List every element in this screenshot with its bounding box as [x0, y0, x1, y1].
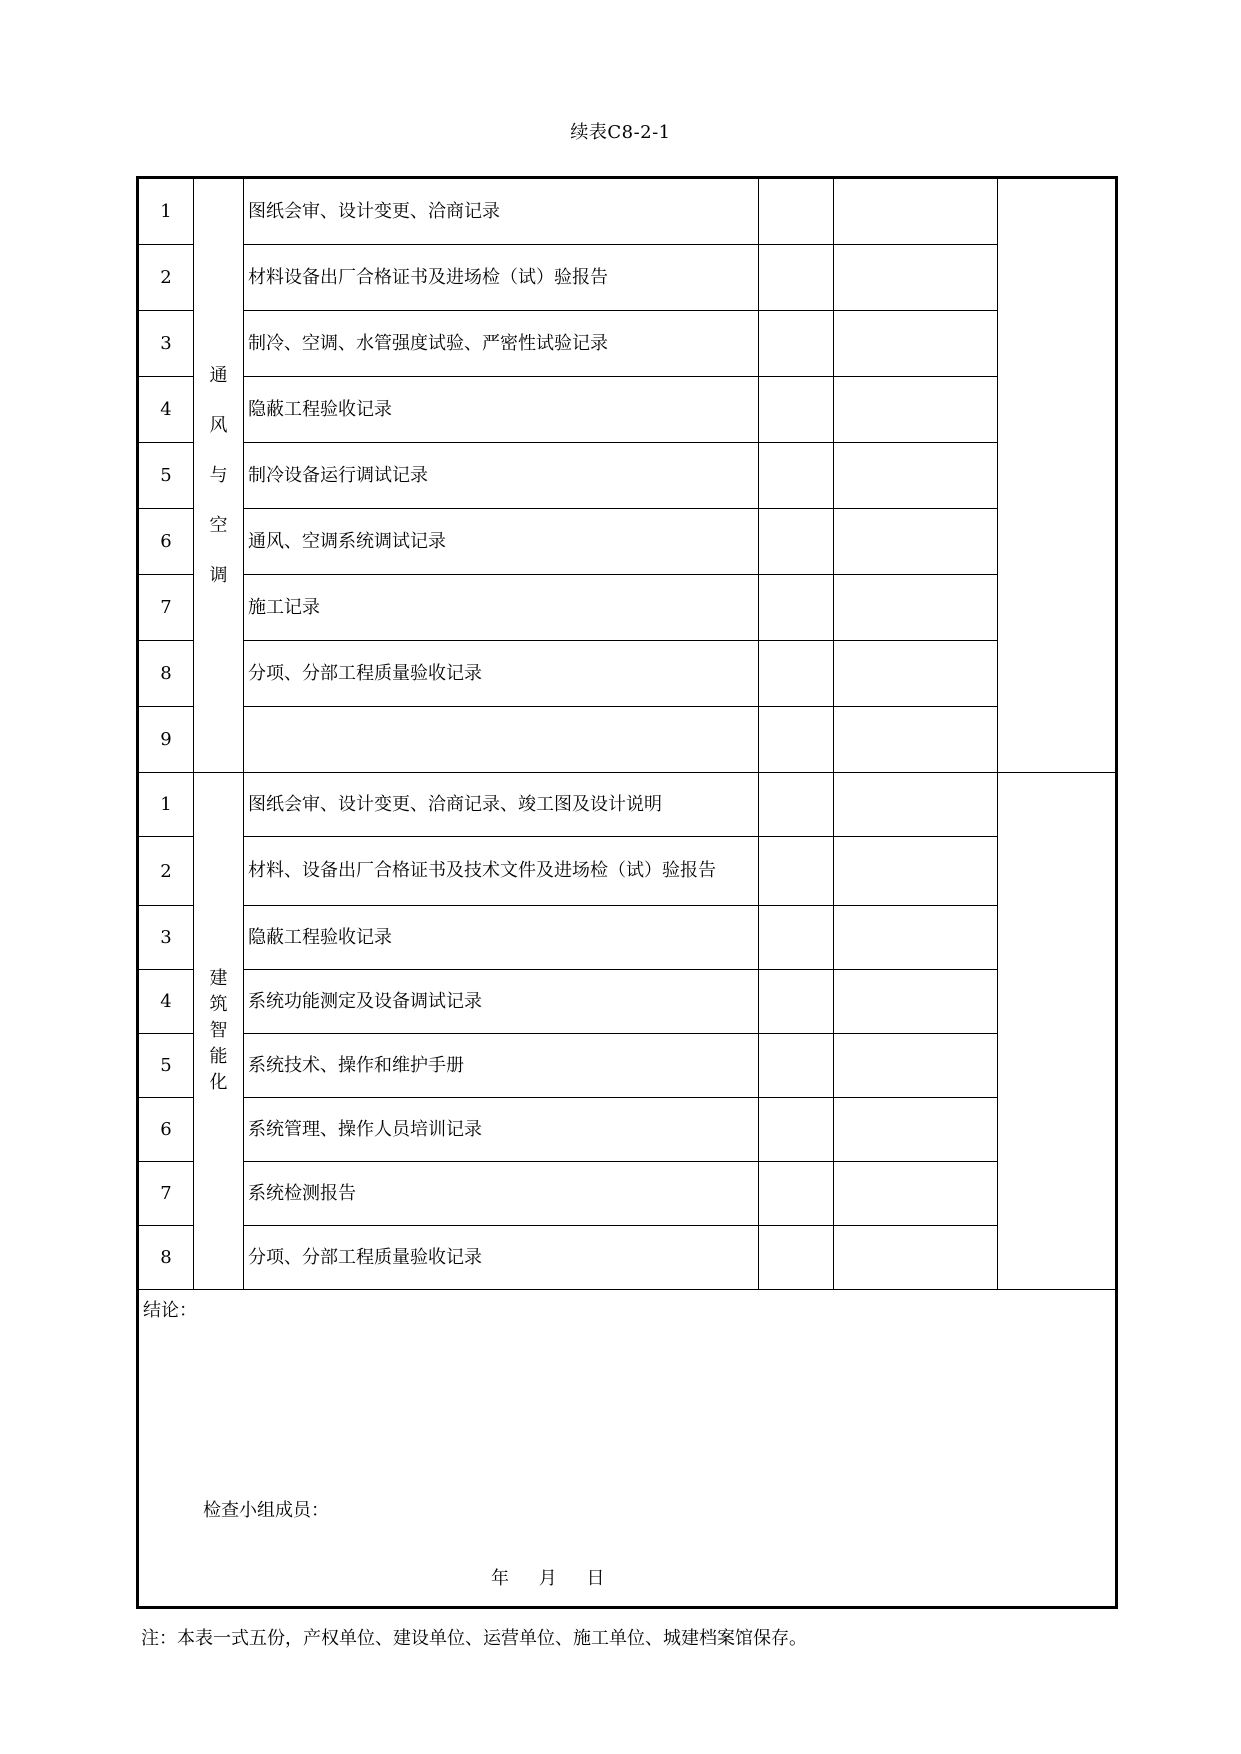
blank-cell-b[interactable]: [834, 178, 998, 245]
row-number: 2: [138, 837, 194, 906]
item-description: 制冷、空调、水管强度试验、严密性试验记录: [244, 311, 759, 377]
document-title: 续表C8-2-1: [570, 122, 671, 143]
row-number: 7: [138, 1162, 194, 1226]
table-row: [138, 1226, 1117, 1290]
blank-cell-b[interactable]: [834, 773, 998, 837]
category-char: 空: [209, 514, 228, 536]
row-number: 6: [138, 509, 194, 575]
item-description: 分项、分部工程质量验收记录: [244, 1226, 759, 1290]
section-remarks-cell[interactable]: [998, 178, 1117, 773]
blank-cell-a[interactable]: [759, 311, 834, 377]
item-description: 材料设备出厂合格证书及进场检（试）验报告: [244, 245, 759, 311]
row-number: 7: [138, 575, 194, 641]
row-number: 1: [138, 773, 194, 837]
blank-cell-b[interactable]: [834, 575, 998, 641]
item-description: 系统管理、操作人员培训记录: [244, 1098, 759, 1162]
item-description: 制冷设备运行调试记录: [244, 443, 759, 509]
row-number: 3: [138, 906, 194, 970]
item-description: 隐蔽工程验收记录: [244, 906, 759, 970]
item-description: 系统功能测定及设备调试记录: [244, 970, 759, 1034]
item-description: 施工记录: [244, 575, 759, 641]
blank-cell-a[interactable]: [759, 906, 834, 970]
item-description: 图纸会审、设计变更、洽商记录: [244, 178, 759, 245]
table-row: [138, 178, 1117, 245]
checklist-table: [136, 176, 1118, 1609]
blank-cell-a[interactable]: [759, 837, 834, 906]
date-day-label: 日: [586, 1568, 605, 1589]
category-char: 与: [209, 464, 228, 486]
table-row: [138, 575, 1117, 641]
table-row: [138, 443, 1117, 509]
item-description: 图纸会审、设计变更、洽商记录、竣工图及设计说明: [244, 773, 759, 837]
blank-cell-a[interactable]: [759, 970, 834, 1034]
table-row: [138, 837, 1117, 906]
checklist-table-body: [138, 178, 1117, 1608]
table-row: [138, 707, 1117, 773]
table-row: [138, 906, 1117, 970]
item-description: 系统技术、操作和维护手册: [244, 1034, 759, 1098]
blank-cell-a[interactable]: [759, 377, 834, 443]
inspection-members-label: 检查小组成员：: [203, 1500, 329, 1521]
blank-cell-a[interactable]: [759, 443, 834, 509]
blank-cell-b[interactable]: [834, 641, 998, 707]
blank-cell-b[interactable]: [834, 837, 998, 906]
blank-cell-b[interactable]: [834, 1226, 998, 1290]
blank-cell-b[interactable]: [834, 970, 998, 1034]
blank-cell-a[interactable]: [759, 178, 834, 245]
row-number: 3: [138, 311, 194, 377]
footnote: 注：本表一式五份，产权单位、建设单位、运营单位、施工单位、城建档案馆保存。: [141, 1628, 807, 1649]
table-row: [138, 311, 1117, 377]
table-row: [138, 245, 1117, 311]
item-description: 通风、空调系统调试记录: [244, 509, 759, 575]
item-description: 隐蔽工程验收记录: [244, 377, 759, 443]
blank-cell-b[interactable]: [834, 1098, 998, 1162]
table-row: [138, 1162, 1117, 1226]
date-month-label: 月: [538, 1568, 557, 1589]
row-number: 6: [138, 1098, 194, 1162]
blank-cell-b[interactable]: [834, 1034, 998, 1098]
table-row: [138, 1034, 1117, 1098]
category-char: 通: [209, 364, 228, 386]
category-building-intelligence: [194, 773, 244, 1290]
table-row: [138, 1098, 1117, 1162]
blank-cell-a[interactable]: [759, 1034, 834, 1098]
blank-cell-b[interactable]: [834, 1162, 998, 1226]
row-number: 4: [138, 377, 194, 443]
blank-cell-a[interactable]: [759, 1162, 834, 1226]
table-row: [138, 509, 1117, 575]
category-char: 化: [209, 1072, 228, 1093]
blank-cell-a[interactable]: [759, 773, 834, 837]
conclusion-label: 结论：: [143, 1300, 197, 1321]
conclusion-row: [138, 1290, 1117, 1608]
row-number: 8: [138, 641, 194, 707]
item-description: [244, 707, 759, 773]
blank-cell-b[interactable]: [834, 245, 998, 311]
blank-cell-a[interactable]: [759, 1098, 834, 1162]
blank-cell-a[interactable]: [759, 707, 834, 773]
category-char: 建: [209, 968, 228, 989]
row-number: 2: [138, 245, 194, 311]
section-remarks-cell[interactable]: [998, 773, 1117, 1290]
row-number: 5: [138, 1034, 194, 1098]
table-row: [138, 377, 1117, 443]
table-row: [138, 970, 1117, 1034]
row-number: 8: [138, 1226, 194, 1290]
row-number: 4: [138, 970, 194, 1034]
category-char: 智: [209, 1020, 228, 1041]
category-char: 调: [209, 564, 228, 586]
blank-cell-a[interactable]: [759, 641, 834, 707]
blank-cell-a[interactable]: [759, 575, 834, 641]
blank-cell-b[interactable]: [834, 707, 998, 773]
signature-date: [491, 1564, 628, 1590]
conclusion-cell: [138, 1290, 1117, 1608]
blank-cell-a[interactable]: [759, 1226, 834, 1290]
item-description: 材料、设备出厂合格证书及技术文件及进场检（试）验报告: [244, 837, 759, 906]
blank-cell-b[interactable]: [834, 377, 998, 443]
category-hvac: [194, 178, 244, 773]
blank-cell-b[interactable]: [834, 906, 998, 970]
blank-cell-b[interactable]: [834, 311, 998, 377]
blank-cell-a[interactable]: [759, 509, 834, 575]
date-year-label: 年: [491, 1568, 509, 1589]
table-row: [138, 641, 1117, 707]
category-char: 筑: [209, 994, 228, 1015]
blank-cell-a[interactable]: [759, 245, 834, 311]
row-number: 9: [138, 707, 194, 773]
row-number: 1: [138, 178, 194, 245]
category-char: 能: [209, 1046, 228, 1067]
blank-cell-b[interactable]: [834, 509, 998, 575]
item-description: 系统检测报告: [244, 1162, 759, 1226]
category-char: 风: [209, 414, 228, 436]
table-row: [138, 773, 1117, 837]
row-number: 5: [138, 443, 194, 509]
blank-cell-b[interactable]: [834, 443, 998, 509]
item-description: 分项、分部工程质量验收记录: [244, 641, 759, 707]
